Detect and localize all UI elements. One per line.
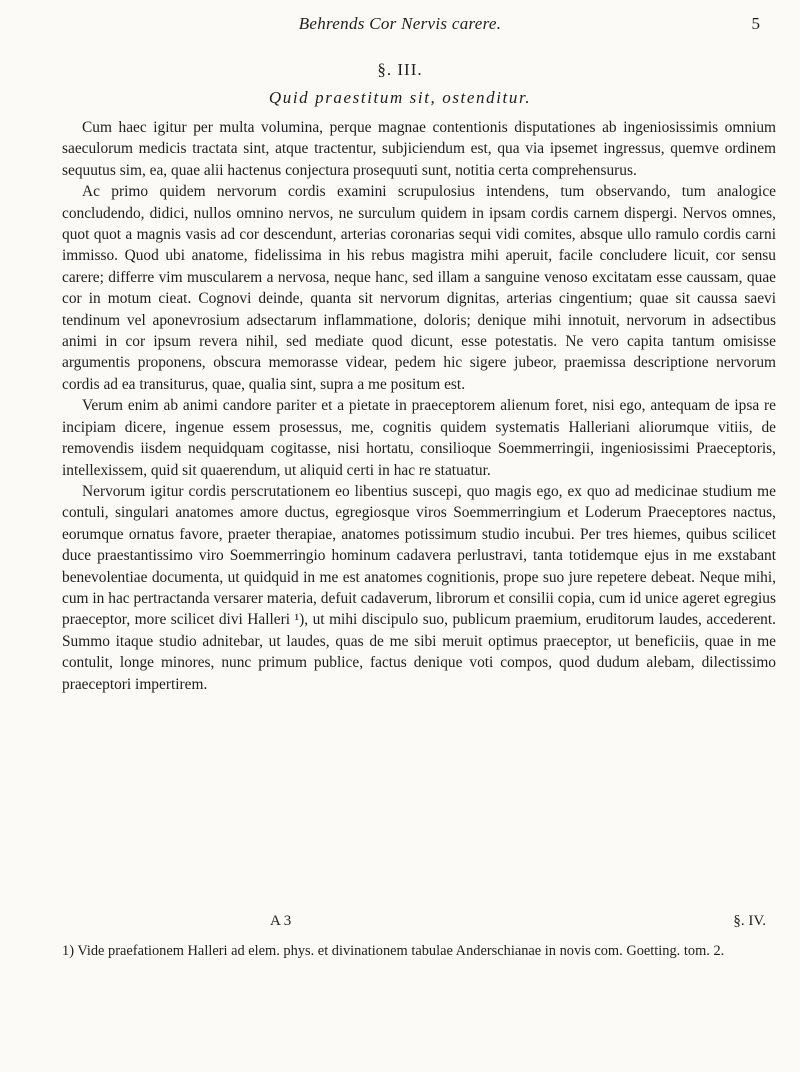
running-head (0, 14, 800, 38)
catchword: §. IV. (733, 913, 766, 929)
body-text (62, 117, 776, 695)
page-number: 5 (751, 14, 760, 33)
signature-mark: A 3 (270, 913, 292, 929)
catchline (62, 913, 776, 935)
paragraph: Ac primo quidem nervorum cordis examini scrupulosius intendens, tum observando, tum analogice concludendo, didici, nullos omnino nervos, ne surculum quidem in ipsam cordis carnem dispergi. Nervos omnes, quot quot a magnis vasis ad cor descendunt, arterias coronarias sequi vidi comites, absque ullo ramulo cordis carni immisso. Quod ubi anatome, fidelissima in his rebus magistra mihi aperuit, facile concludere licuit, cor sensu carere; differre vim muscularem a nervosa, neque hanc, sed illam a sanguine venoso excitatam esse caussam, quae cor in motum cieat. Cognovi deinde, quanta sit nervorum dignitas, arterias cingentium; quae sit caussa saevi tendinum vel aponevrosium adsectarum inflammatione, doloris; denique mihi innotuit, nervorum in adsectibus animi in cor ipsum revera nihil, sed mediate quod dicunt, esse potestatis. Ne vero capita tantum omisisse argumentis proponens, obscura memorasse videar, pedem hic sigere jubeor, praemissa descriptione nervorum cordis ad ea transiturus, quae, qualia sint, supra a me positum est. (62, 183, 776, 393)
paragraph: Cum haec igitur per multa volumina, perque magnae contentionis disputationes ab ingeniosissimis omnium saeculorum medicis tractata sint, atque tractentur, subjiciendum est, qua via ipsemet ingressus, quemve ordinem sequutus sim, ea, quae alii hactenus conjectura prosequuti sunt, notitia certa comprehensurus. (62, 119, 776, 179)
running-head-title: Behrends Cor Nervis carere. (298, 14, 502, 33)
section-subtitle: Quid praestitum sit, ostenditur. (268, 88, 532, 107)
footnote (62, 942, 776, 961)
paragraph: Nervorum igitur cordis perscrutationem eo libentius suscepi, quo magis ego, ex quo ad medicinae studium me contuli, singulari anatomes amore ductus, egregiosque viros Soemmerringium et Loderum Praeceptores nactus, eorumque ornatus favore, praeter therapiae, anatomes potissimum studio incubui. Per tres hiemes, quibus scilicet duce praestantissimo viro Soemmerringio hominum cadavera perlustravi, tanta totidemque ejus in me exstabant benevolentiae documenta, ut quidquid in me est anatomes cognitionis, prope suo jure repetere debeat. Neque mihi, cum in hac pertractanda versarer materia, defuit cadaverum, librorum et consilii copia, cum id unice ageret egregius praeceptor, more scilicet divi Halleri ¹), ut mihi discipulo suo, publicum praemium, eruditorum laudes, accederent. Summo itaque studio adnitebar, ut laudes, quas de me sibi meruit optimus praeceptor, ut beneficiis, quae in me contulit, longe minores, nunc primum publice, factus denique voti compos, quod dudum alebam, dilectissimo praeceptori impertirem. (62, 482, 776, 693)
paragraph: Verum enim ab animi candore pariter et a pietate in praeceptorem alienum foret, nisi ego, antequam de ipsa re incipiam dicere, ingenue essem prosessus, me, cognitis quidem systematis Halleriani aliorumque vitiis, de removendis iisdem nequidquam cogitasse, nisi hortatu, consilioque Soemmerringii, ingeniosissimi Praeceptoris, intellexissem, quid sit quaerendum, ut aliquid certi in hac re statuatur. (62, 397, 776, 479)
footnote-text: 1) Vide praefationem Halleri ad elem. phys. et divinationem tabulae Anderschianae in novis com. Goetting. tom. 2. (62, 943, 725, 959)
section-number: §. III. (377, 60, 423, 79)
